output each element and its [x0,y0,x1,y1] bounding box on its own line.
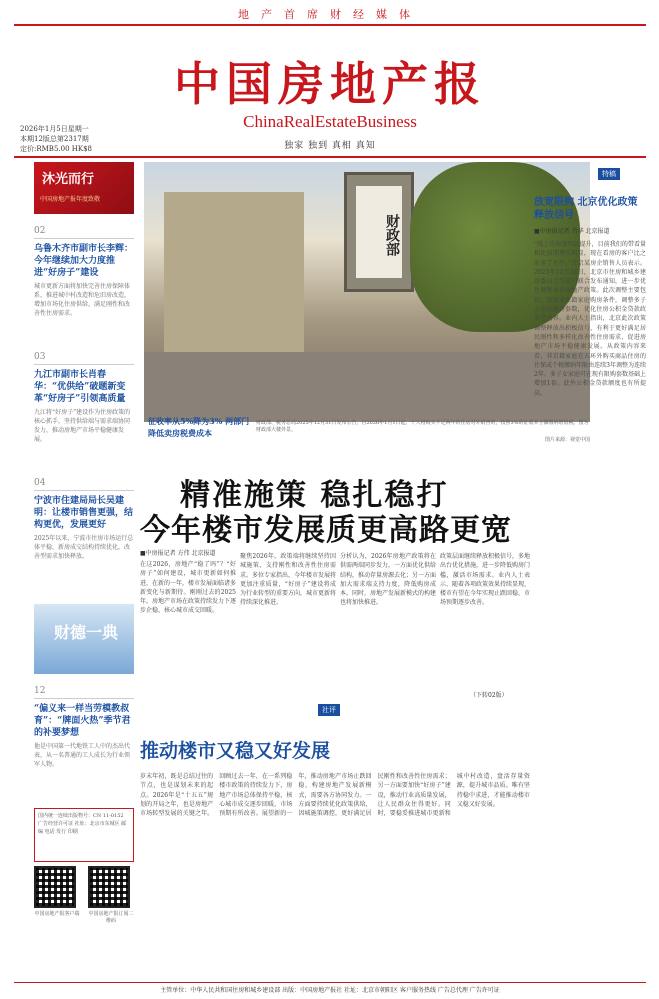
left-advertisement-text: 财德一典 [54,623,119,642]
masthead-title: 中国房地产报 [174,57,486,111]
photo-caption: 财政部、税务总局2025年12月31日发布公告，自2026年1月1日起，个人将购买不足两年的住房对外销售的，按照3%的征收率全额缴纳增值税。图为财政部大楼外景。 [256,420,589,433]
issue-date: 2026年1月5日星期一 [20,125,89,133]
brief-title: 乌鲁木齐市副市长李辉：今年继续加大力度推进“好房子”建设 [34,244,134,278]
right-article-headline[interactable]: 放宽限购 北京优化政策释放信号 [534,197,638,221]
promo-banner-title: 沐光而行 [42,172,95,187]
top-rule [14,24,646,26]
main-article-column: 聚焦2026年，政策端将继续坚持因城施策，支持刚性和改善性住房需求。多位专家指出，今年楼市发展将更加注重质量，“好房子”建设将成为行业转型的重要方向，城市更新将持续深化推进。 [240,553,336,607]
subscribe-qr-code-icon[interactable] [88,866,130,908]
special-report-tag: 特稿 [598,168,620,180]
right-article-body: “线上咨询量明显提升，目前我们的带看量相比前期增长明显，现在看房的客户比之前多了不少。”北京某房企销售人员表示。2025年12月24日，北京市住房和城乡建设委员会等部门联合发布通知，进一步优化调整本市房地产政策。此次调整主要包括：放宽非京籍家庭购房条件，调整多子女家庭购房套数，优化住房公积金贷款政策等内容。业内人士指出，北京此次政策调整释放出积极信号，有利于更好满足居民刚性和多样化改善性住房需求，促进房地产市场平稳健康发展。从政策内容来看，非京籍家庭在五环外购买商品住房的社保或个税缴纳年限由连续3年调整为连续2年。多子女家庭可在现有限购套数基础上增加1套。此外公积金贷款额度也有所提高。 [534,241,646,397]
qr-caption: 中国房地产报客户端 [34,911,80,917]
brief-item[interactable] [34,352,134,466]
masthead-english-title: ChinaRealEstateBusiness [243,112,417,131]
photo-credit: 图片来源：视觉中国 [544,437,590,443]
left-advertisement[interactable] [34,604,134,674]
right-article-byline: ■中房报记者 肖华 北京报道 [534,228,610,235]
brief-page-number: 02 [34,226,134,239]
contact-box: 国内统一连续出版物号：CN 11-0152 广告经营许可证 社址：北京市东城区 邮编 电话 发行 印刷 [34,808,134,862]
qr-caption: 中国房地产报订阅二维码 [88,911,134,924]
left-column [34,162,134,924]
brief-title: 九江市副市长肖春华：“优供给”破题新变革“好房子”引领高质量 [34,370,126,404]
brief-body: 他是中国第一代地铁工人中的杰出代表，从一名普通的工人成长为行业领军人物。 [34,743,131,768]
photo-headline[interactable]: 征收率从5%降为3% 两部门降低卖房税费成本 [148,416,250,438]
photo-road [144,352,590,422]
masthead-rule [14,156,646,158]
page-footer: 主管单位：中华人民共和国住房和城乡建设部 出版：中国房地产报社 社址：北京市朝阳区 客户服务热线 广告总代理 广告许可证 [14,982,646,994]
brief-item[interactable] [34,226,134,340]
main-headline-line-1[interactable]: 精准施策 稳扎稳打 [180,478,449,513]
photo-ministry-sign: 财政部 [356,186,402,278]
brief-page-number: 12 [34,686,134,699]
qr-code-row [34,866,134,924]
brief-body: 九江将“好房子”建设作为住房政策的核心抓手，坚持供给端与需求端协同发力，推动房地产市场平稳健康发展。 [34,409,131,443]
brief-page-number: 03 [34,352,134,365]
masthead-slogan: 地产首席财经媒体 [238,8,422,21]
masthead-motto: 独家 独到 真相 真知 [284,141,376,151]
editorial-body: 岁末年初，既是总结过往的节点，也是谋划未来的起点。2026年是“十五五”规划的开局之年，也是房地产市场转型发展的关键之年。回顾过去一年，在一系列稳楼市政策的持续发力下，房地产市场总体保持平稳，核心城市成交逐步回暖，市场预期有所改善。展望新的一年，推动房地产市场止跌回稳，构建房地产发展新模式，需要各方协同发力。一方面要持续优化政策供给，因城施策调控，更好满足居民刚性和改善性住房需求；另一方面要加快“好房子”建设，推动行业高质量发展，让人民群众住得更好。同时，要稳妥推进城市更新和城中村改造，盘活存量资源，提升城市品质。唯有坚持稳中求进，才能推动楼市又稳又好发展。 [140,773,530,818]
editorial-title[interactable]: 推动楼市又稳又好发展 [140,740,331,762]
issue-info [20,124,160,154]
brief-item[interactable] [34,686,134,800]
issue-price: 定价:RMB5.00 HK$8 [20,145,92,153]
main-headline-line-2[interactable]: 今年楼市发展质更高路更宽 [140,513,512,548]
continued-note[interactable]: （下转02版） [470,692,508,699]
brief-body: 城市更新方面将加快完善住房保障体系，推进城中村改造和危旧房改造，增加市场化住房供给，满足刚性和改善性住房需求。 [34,283,131,317]
photo-building [164,192,304,352]
brief-title: 宁波市住建局局长吴建明：让楼市销售更强，结构更优，发展更好 [34,496,134,530]
brief-body: 2025年以来，宁波市住房市场运行总体平稳，新房成交结构持续优化，改善型需求加快释放。 [34,535,134,560]
brief-item[interactable] [34,478,134,592]
brief-title: “偏义来一样当劳模教叔育”：“牌面火热”季节君的补要梦想 [34,704,131,738]
promo-banner[interactable] [34,162,134,214]
main-article-column: 分析认为，2026年房地产政策将在供需两端同步发力，一方面优化供给结构，推动存量房源去化；另一方面加大需求端支持力度，降低购房成本。同时，房地产发展新模式的构建也将加快推进。 [340,553,436,607]
editorial-tag: 社评 [318,704,340,716]
issue-number: 本期12版总第2317期 [20,135,89,143]
main-article-column: 在这2026，房地产“稳了吗”？“好房子”如何建设，城市更新如何推进，在新的一年，楼市发展面临诸多新变化与新期待。刚刚过去的2025年，房地产市场在政策持续发力下逐步企稳，核心城市成交回暖。 [140,561,236,615]
promo-banner-subtitle: 中国房地产报年度致敬 [40,196,101,203]
main-article-column: 政策层面继续释放积极信号，多地出台优化措施，进一步降低购房门槛，激活市场需求。业内人士表示，随着各项政策效果持续显现，楼市有望在今年实现止跌回稳，市场预期逐步改善。 [440,553,530,607]
main-article-byline: ■中房报记者 方伟 北京报道 [140,550,216,557]
lead-photo[interactable] [144,162,590,422]
brief-page-number: 04 [34,478,134,491]
app-qr-code-icon[interactable] [34,866,76,908]
